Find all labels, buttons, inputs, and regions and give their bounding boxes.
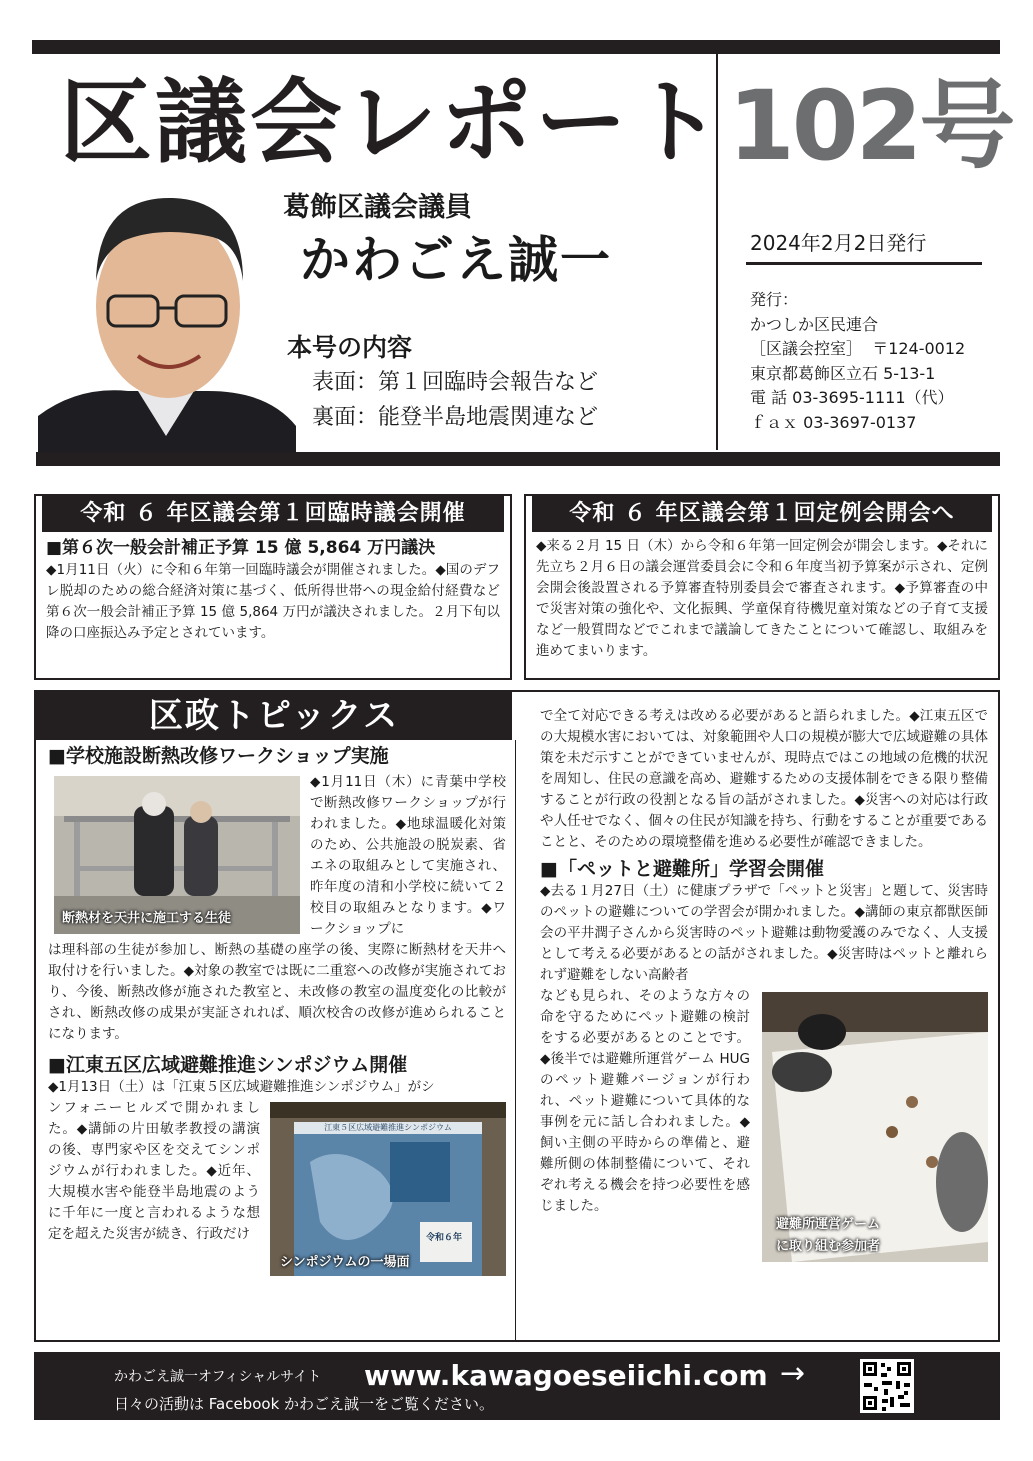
- publisher-label: 発行：: [750, 290, 799, 309]
- date-underline: [746, 262, 982, 265]
- rinji-heading: 令和 ６ 年区議会第１回臨時議会開催: [42, 496, 504, 532]
- topics-column-divider: [515, 740, 516, 1340]
- footer-facebook-text: 日々の活動は Facebook かわごえ誠一をご覧ください。: [114, 1395, 495, 1413]
- rinji-body: ◆1月11日（火）に令和６年第一回臨時議会が開催されました。◆国のデフレ脱却のための総合経済対策に基づく、低所得世帯への現金給付経費など第６次一般会計補正予算 15 億 5,864 万円が議決されました。２月下旬以降の口座振込み予定とされています。: [46, 562, 500, 641]
- member-role: 葛飾区議会議員: [283, 192, 472, 223]
- workshop-body: は理科部の生徒が参加し、断熱の基礎の座学の後、実際に断熱材を天井へ取付けを行いました。◆対象の教室では既に二重窓への改修が実施されており、今後、断熱改修が施された教室と、未改修の教室の温度変化の比較がされ、断熱改修の成果が実証されれば、順次校舎の改修が進められることになります。: [48, 942, 506, 1042]
- publisher-fax: ｆａｘ 03-3697-0137: [750, 412, 917, 432]
- pet-heading: ■「ペットと避難所」学習会開催: [540, 858, 824, 880]
- symposium-body-continued: で全て対応できる考えは改める必要があると語られました。◆江東五区での大規模水害においては、対象範囲や人口の規模が膨大で広域避難の具体策を未だ示すことができていませんが、現時点ではこの地域の危機的状況を周知し、住民の意識を高め、避難するための支援体制をできる限り整備することが行政の役割となる旨の話がされました。◆災害への対応は行政や人任せでなく、個々の住民が知識を持ち、行動をすることが重要であることと、そのための環境整備を進める必要性が確認できました。: [540, 708, 988, 850]
- arrow-right-icon: →: [780, 1356, 806, 1391]
- symposium-poster-title: 江東５区広域避難推進シンポジウム: [324, 1123, 452, 1132]
- contents-item-back: 裏面：能登半島地震関連など: [312, 405, 599, 430]
- workshop-photo: [54, 776, 300, 934]
- workshop-caption: 断熱材を天井に施工する生徒: [62, 911, 232, 926]
- teirei-section: [524, 494, 1000, 680]
- pet-body-wrap: なども見られ、そのような方々の命を守るためにペット避難の検討をする必要があるとのことです。◆後半では避難所運営ゲーム HUG のペット避難バージョンが行われ、ペット避難について具体的な事例を元に話し合われました。◆飼い主側の平時からの準備と、避難所側の体制整備について、それぞれ考える機会を持つ必要性を感じました。: [540, 988, 750, 1214]
- publisher-block: [750, 288, 965, 435]
- masthead-bottom-rule: [36, 452, 1000, 466]
- publisher-office-line: [750, 337, 965, 362]
- rinji-section: [34, 494, 512, 680]
- pet-photo: [762, 992, 988, 1262]
- publisher-address: 東京都葛飾区立石 5-13-1: [750, 363, 936, 383]
- publisher-office: ［区議会控室］: [750, 339, 863, 358]
- symposium-photo: [270, 1102, 506, 1276]
- issue-date: 2024年2月2日発行: [750, 231, 927, 255]
- qr-code-icon[interactable]: [860, 1359, 914, 1413]
- workshop-heading: ■学校施設断熱改修ワークショップ実施: [48, 745, 389, 767]
- top-rule: [32, 40, 1000, 54]
- topics-right-column: [540, 706, 988, 1262]
- topics-left-column: [48, 744, 506, 1276]
- teirei-body: ◆来る２月 15 日（木）から令和６年第一回定例会が開会します。◆それに先立ち２月６日の議会運営委員会に令和６年度当初予算案が示され、定例会開会後設置される予算審査特別委員会で審査されます。◆予算審査の中で災害対策の強化や、文化振興、学童保育待機児童対策などの子育て支援など一般質問などでこれまで議論してきたことについて確認し、取組みを進めてまいります。: [536, 538, 988, 659]
- pet-caption-line2: に取り組む参加者: [776, 1239, 881, 1254]
- report-title: 区議会レポート: [60, 69, 726, 176]
- publisher-postal: 〒124-0012: [872, 339, 966, 358]
- footer-site-label: かわごえ誠一オフィシャルサイト: [114, 1369, 322, 1385]
- publisher-tel: 電 話 03-3695-1111（代）: [750, 388, 954, 407]
- pet-body: ◆去る１月27日（土）に健康プラザで「ペットと災害」と題して、災害時のペットの避難についての学習会が開かれました。◆講師の東京都獣医師会の平井潤子さんから災害時のペット避難は動物愛護のみでなく、人支援として考える必要があるとの話がされました。◆災害時はペットと離れられず避難をしない高齢者: [540, 883, 988, 983]
- pet-caption-line1: 避難所運営ゲーム: [776, 1217, 881, 1232]
- symposium-caption: シンポジウムの一場面: [280, 1255, 410, 1270]
- publisher-org: かつしか区民連合: [750, 314, 879, 334]
- symposium-body: ンフォニーヒルズで開かれました。◆講師の片田敏孝教授の講演の後、専門家や区を交えてシンポジウムが行われました。◆近年、大規模水害や能登半島地震のように千年に一度と言われるような想定を超えた災害が続き、行政だけ: [48, 1100, 260, 1242]
- symposium-poster-date: 令和６年: [426, 1233, 463, 1243]
- issue-number: 102号: [728, 70, 1013, 182]
- teirei-heading: 令和 ６ 年区議会第１回定例会開会へ: [532, 496, 992, 532]
- footer-url-link[interactable]: www.kawagoeseiichi.com: [364, 1359, 768, 1392]
- topics-heading: 区政トピックス: [36, 692, 512, 740]
- symposium-intro: ◆1月13日（土）は「江東５区広域避難推進シンポジウム」がシ: [48, 1079, 435, 1095]
- portrait-photo: [38, 186, 296, 452]
- contents-item-front: 表面：第１回臨時会報告など: [312, 370, 599, 395]
- workshop-body-wrap: ◆1月11日（木）に青葉中学校で断熱改修ワークショップが行われました。◆地球温暖化対策のため、公共施設の脱炭素、省エネの取組みとして実施され、昨年度の清和小学校に続いて２校目の取組みとなります。◆ワークショップに: [310, 774, 506, 937]
- contents-heading: 本号の内容: [287, 333, 413, 362]
- symposium-heading: ■江東五区広域避難推進シンポジウム開催: [48, 1054, 408, 1076]
- rinji-subheading: ■第６次一般会計補正予算 15 億 5,864 万円議決: [46, 538, 436, 558]
- member-name: かわごえ誠一: [300, 231, 612, 289]
